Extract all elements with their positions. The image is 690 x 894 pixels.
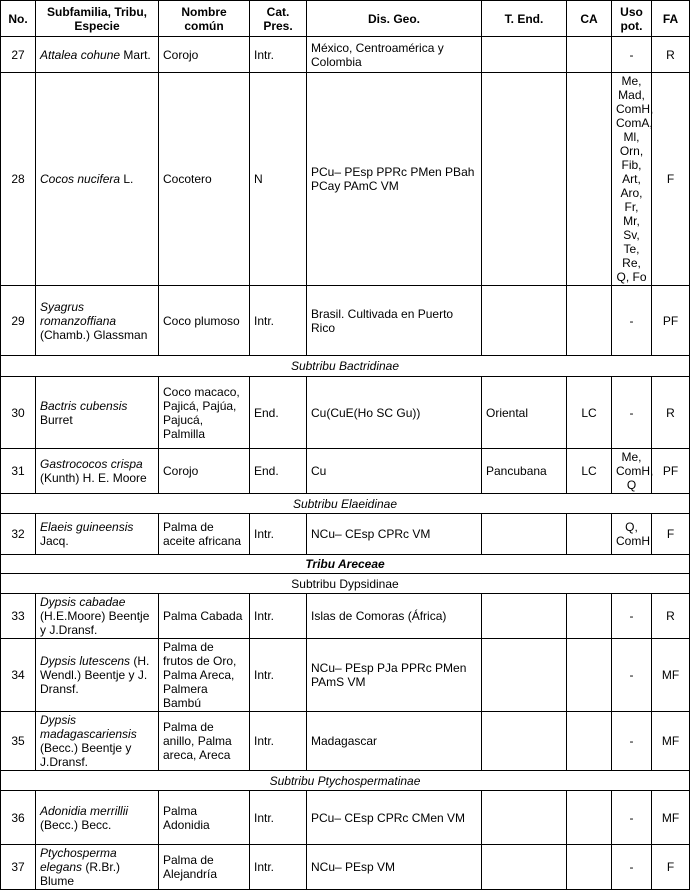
species-name: Gastrococos crispa xyxy=(40,457,143,471)
species-author: Burret xyxy=(40,412,73,427)
cell-tend xyxy=(482,37,567,73)
cell-no: 32 xyxy=(1,514,36,555)
cell-cat: End. xyxy=(250,377,307,449)
cell-cat: N xyxy=(250,73,307,286)
cell-nombre: Palma de frutos de Oro, Palma Areca, Palmera Bambú xyxy=(159,639,250,712)
cell-tend xyxy=(482,73,567,286)
cell-dis: PCu– CEsp CPRc CMen VM xyxy=(307,791,482,845)
cell-nombre: Palma de Alejandría xyxy=(159,845,250,890)
subtribe-row xyxy=(1,494,690,514)
table-row xyxy=(1,37,690,73)
cell-fa: MF xyxy=(652,791,690,845)
col-header-cat: Cat. Pres. xyxy=(250,1,307,37)
cell-fa: MF xyxy=(652,639,690,712)
cell-no: 30 xyxy=(1,377,36,449)
cell-especie xyxy=(36,712,159,771)
cell-tend xyxy=(482,791,567,845)
cell-nombre: Coco plumoso xyxy=(159,286,250,356)
cell-uso: - xyxy=(612,377,652,449)
cell-ca xyxy=(567,845,612,890)
cell-tend xyxy=(482,514,567,555)
cell-tend: Oriental xyxy=(482,377,567,449)
cell-fa: PF xyxy=(652,286,690,356)
cell-tend: Pancubana xyxy=(482,449,567,494)
cell-dis: Madagascar xyxy=(307,712,482,771)
cell-no: 28 xyxy=(1,73,36,286)
cell-cat: Intr. xyxy=(250,712,307,771)
species-name: Dypsis cabadae xyxy=(40,595,126,609)
cell-uso: - xyxy=(612,594,652,639)
cell-ca xyxy=(567,791,612,845)
cell-ca xyxy=(567,639,612,712)
cell-dis: NCu– PEsp PJa PPRc PMen PAmS VM xyxy=(307,639,482,712)
cell-no: 31 xyxy=(1,449,36,494)
table-row xyxy=(1,449,690,494)
species-author: Jacq. xyxy=(40,534,69,548)
cell-ca xyxy=(567,514,612,555)
subtribe-label: Subtribu Elaeidinae xyxy=(1,494,690,514)
species-name: Adonidia merrillii xyxy=(40,803,129,818)
col-header-uso: Uso pot. xyxy=(612,1,652,37)
table-row xyxy=(1,845,690,890)
species-author: (R.Br.) Blume xyxy=(40,860,121,888)
header-row xyxy=(1,1,690,37)
cell-uso: - xyxy=(612,639,652,712)
col-header-nombre: Nombre común xyxy=(159,1,250,37)
subtribe-row xyxy=(1,574,690,594)
cell-dis: NCu– CEsp CPRc VM xyxy=(307,514,482,555)
cell-ca xyxy=(567,286,612,356)
cell-tend xyxy=(482,712,567,771)
species-name: Dypsis lutescens xyxy=(40,654,131,668)
cell-nombre: Corojo xyxy=(159,449,250,494)
cell-cat: Intr. xyxy=(250,514,307,555)
species-name: Bactris cubensis xyxy=(40,398,128,413)
species-name: Attalea cohune xyxy=(40,47,121,62)
cell-cat: Intr. xyxy=(250,594,307,639)
cell-nombre: Corojo xyxy=(159,37,250,73)
cell-ca xyxy=(567,73,612,286)
table-row xyxy=(1,73,690,286)
cell-tend xyxy=(482,639,567,712)
cell-ca xyxy=(567,594,612,639)
species-name: Dypsis madagascariensis xyxy=(40,713,137,741)
cell-especie xyxy=(36,594,159,639)
cell-cat: Intr. xyxy=(250,639,307,712)
cell-dis: NCu– PEsp VM xyxy=(307,845,482,890)
cell-cat: Intr. xyxy=(250,791,307,845)
cell-fa: F xyxy=(652,845,690,890)
species-author: L. xyxy=(120,172,134,186)
table-row xyxy=(1,514,690,555)
subtribe-row xyxy=(1,771,690,791)
cell-nombre: Palma de aceite africana xyxy=(159,514,250,555)
cell-uso: Q, ComH xyxy=(612,514,652,555)
cell-tend xyxy=(482,845,567,890)
cell-nombre: Cocotero xyxy=(159,73,250,286)
cell-uso: - xyxy=(612,286,652,356)
col-header-subfamilia: Subfamilia, Tribu, Especie xyxy=(36,1,159,37)
species-name: Elaeis guineensis xyxy=(40,520,134,534)
cell-especie xyxy=(36,845,159,890)
cell-nombre: Palma de anillo, Palma areca, Areca xyxy=(159,712,250,771)
cell-uso: - xyxy=(612,712,652,771)
table-row xyxy=(1,791,690,845)
cell-dis: Brasil. Cultivada en Puerto Rico xyxy=(307,286,482,356)
subtribe-label: Subtribu Bactridinae xyxy=(1,356,690,377)
cell-uso: - xyxy=(612,845,652,890)
cell-uso: - xyxy=(612,37,652,73)
cell-especie xyxy=(36,639,159,712)
cell-ca xyxy=(567,37,612,73)
cell-nombre: Palma Cabada xyxy=(159,594,250,639)
cell-especie xyxy=(36,449,159,494)
cell-cat: End. xyxy=(250,449,307,494)
cell-fa: R xyxy=(652,594,690,639)
cell-fa: F xyxy=(652,73,690,286)
subtribe-label: Subtribu Dypsidinae xyxy=(1,574,690,594)
table-row xyxy=(1,712,690,771)
species-author: Mart. xyxy=(120,47,151,62)
table-row xyxy=(1,286,690,356)
cell-fa: PF xyxy=(652,449,690,494)
tribe-row xyxy=(1,555,690,574)
col-header-tend: T. End. xyxy=(482,1,567,37)
cell-cat: Intr. xyxy=(250,37,307,73)
cell-uso: Me, ComH, Q xyxy=(612,449,652,494)
cell-dis: Cu(CuE(Ho SC Gu)) xyxy=(307,377,482,449)
subtribe-row xyxy=(1,356,690,377)
cell-especie xyxy=(36,286,159,356)
cell-no: 35 xyxy=(1,712,36,771)
cell-nombre: Palma Adonidia xyxy=(159,791,250,845)
cell-dis: PCu– PEsp PPRc PMen PBah PCay PAmC VM xyxy=(307,73,482,286)
cell-no: 33 xyxy=(1,594,36,639)
species-author: (Kunth) H. E. Moore xyxy=(40,471,147,485)
species-author: (H.E.Moore) Beentje y J.Dransf. xyxy=(40,609,150,637)
cell-dis: Cu xyxy=(307,449,482,494)
cell-ca xyxy=(567,712,612,771)
col-header-fa: FA xyxy=(652,1,690,37)
col-header-no: No. xyxy=(1,1,36,37)
subtribe-label: Subtribu Ptychospermatinae xyxy=(1,771,690,791)
cell-uso: Me, Mad, ComH, ComA, Ml, Orn, Fib, Art, Aro, Fr, Mr, Sv, Te, Re, Q, Fo xyxy=(612,73,652,286)
cell-fa: R xyxy=(652,377,690,449)
table-row xyxy=(1,377,690,449)
species-name: Syagrus romanzoffiana xyxy=(40,299,117,328)
cell-dis: Islas de Comoras (África) xyxy=(307,594,482,639)
cell-especie xyxy=(36,37,159,73)
species-author: (Chamb.) Glassman xyxy=(40,327,148,342)
cell-nombre: Coco macaco, Pajicá, Pajúa, Pajucá, Palmilla xyxy=(159,377,250,449)
cell-especie xyxy=(36,514,159,555)
species-author: (H. Wendl.) Beentje y J. Dransf. xyxy=(40,654,150,696)
species-name: Ptychosperma elegans xyxy=(40,846,117,874)
col-header-ca: CA xyxy=(567,1,612,37)
species-author: (Becc.) Becc. xyxy=(40,817,112,832)
cell-ca: LC xyxy=(567,449,612,494)
cell-uso: - xyxy=(612,791,652,845)
cell-especie xyxy=(36,377,159,449)
cell-fa: F xyxy=(652,514,690,555)
cell-cat: Intr. xyxy=(250,286,307,356)
cell-no: 34 xyxy=(1,639,36,712)
cell-especie xyxy=(36,791,159,845)
table-row xyxy=(1,639,690,712)
cell-cat: Intr. xyxy=(250,845,307,890)
cell-no: 36 xyxy=(1,791,36,845)
cell-no: 27 xyxy=(1,37,36,73)
cell-ca: LC xyxy=(567,377,612,449)
cell-tend xyxy=(482,594,567,639)
cell-tend xyxy=(482,286,567,356)
cell-dis: México, Centroamérica y Colombia xyxy=(307,37,482,73)
cell-no: 29 xyxy=(1,286,36,356)
species-name: Cocos nucifera xyxy=(40,172,121,186)
cell-especie xyxy=(36,73,159,286)
cell-no: 37 xyxy=(1,845,36,890)
cell-fa: MF xyxy=(652,712,690,771)
tribe-label: Tribu Areceae xyxy=(1,555,690,574)
species-author: (Becc.) Beentje y J.Dransf. xyxy=(40,741,132,769)
col-header-dis: Dis. Geo. xyxy=(307,1,482,37)
table-row xyxy=(1,594,690,639)
cell-fa: R xyxy=(652,37,690,73)
